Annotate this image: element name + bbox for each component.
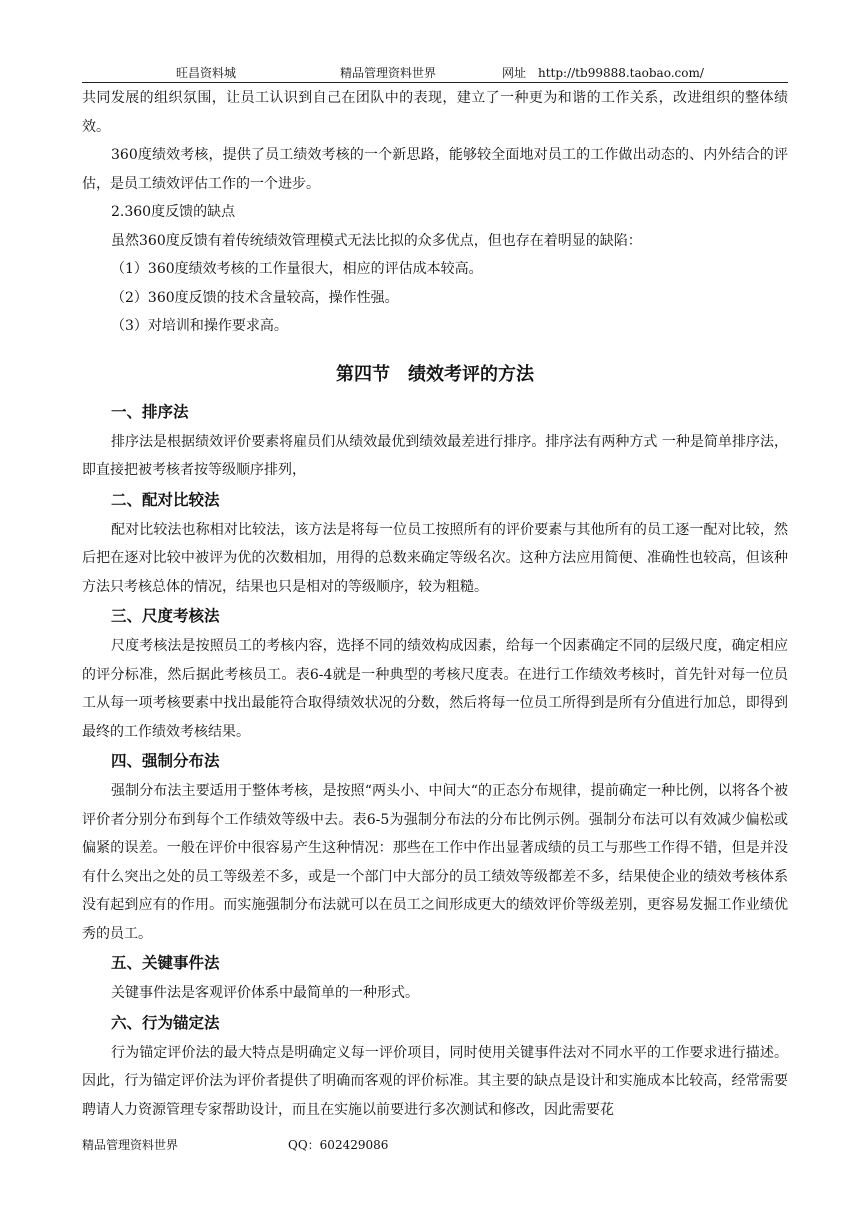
list-item: （2）360度反馈的技术含量较高，操作性强。 (111, 289, 399, 306)
subsection-body: 尺度考核法是按照员工的考核内容，选择不同的绩效构成因素，给每一个因素确定不同的层级尺度，确定相应的评分标准，然后据此考核员工。表6-4就是一种典型的考核尺度表。在进行工作绩效考核时，首先针对每一位员工从每一项考核要素中找出最能符合取得绩效状况的分数，然后将每一位员工所得到是所有分值进行加总，即得到最终的工作绩效考核结果。 (82, 638, 788, 740)
subheading-drawbacks: 2.360度反馈的缺点 (111, 204, 236, 220)
subsection-body: 强制分布法主要适用于整体考核，是按照“两头小、中间大“的正态分布规律，提前确定一种比例，以将各个被评价者分别分布到每个工作绩效等级中去。表6-5为强制分布法的分布比例示例。强制分布法可以有效减少偏松或偏紧的误差。一般在评价中很容易产生这种情况：那些在工作中作出显著成绩的员工与那些工作得不错，但是并没有什么突出之处的员工等级差不多，或是一个部门中大部分的员工绩效等级都差不多，结果使企业的绩效考核体系没有起到应有的作用。而实施强制分布法就可以在员工之间形成更大的绩效评价等级差别，更容易发掘工作业绩优秀的员工。 (82, 783, 788, 942)
subsection-title: 五、关键事件法 (111, 954, 220, 972)
subsection-title: 三、尺度考核法 (111, 607, 220, 625)
list-item: （3）对培训和操作要求高。 (111, 318, 288, 334)
paragraph: 虽然360度反馈有着传统绩效管理模式无法比拟的众多优点，但也存在着明显的缺陷： (111, 232, 642, 249)
subsection-body: 配对比较法也称相对比较法，该方法是将每一位员工按照所有的评价要素与其他所有的员工逐一配对比较，然后把在逐对比较中被评为优的次数相加，用得的总数来确定等级名次。这种方法应用简便、准确性也较高，但该种方法只考核总体的情况，结果也只是相对的等级顺序，较为粗糙。 (82, 521, 788, 595)
page-header (82, 62, 788, 83)
section-title: 第四节 绩效考评的方法 (336, 363, 534, 385)
subsection-body: 关键事件法是客观评价体系中最简单的一种形式。 (111, 985, 419, 1001)
subsection-title: 二、配对比较法 (111, 490, 220, 509)
header-world-name: 精品管理资料世界 (340, 66, 437, 80)
subsection-title: 六、行为锚定法 (111, 1013, 220, 1032)
header-url: 网址 http://tb99888.taobao.com/ (502, 66, 704, 80)
footer-qq: QQ：602429086 (288, 1138, 389, 1152)
list-item: （1）360度绩效考核的工作量很大，相应的评估成本较高。 (111, 261, 483, 277)
subsection-body: 排序法是根据绩效评价要素将雇员们从绩效最优到绩效最差进行排序。排序法有两种方式 一种是简单排序法，即直接把被考核者按等级顺序排列， (82, 433, 788, 478)
paragraph-continuation: 共同发展的组织氛围，让员工认识到自己在团队中的表现，建立了一种更为和谐的工作关系，改进组织的整体绩效。 (82, 90, 788, 135)
subsection-title: 四、强制分布法 (111, 752, 220, 770)
paragraph: 360度绩效考核，提供了员工绩效考核的一个新思路，能够较全面地对员工的工作做出动态的、内外结合的评估，是员工绩效评估工作的一个进步。 (82, 147, 788, 192)
subsection-body: 行为锚定评价法的最大特点是明确定义每一评价项目，同时使用关键事件法对不同水平的工作要求进行描述。因此，行为锚定评价法为评价者提供了明确而客观的评价标准。其主要的缺点是设计和实施成本比较高，经常需要聘请人力资源管理专家帮助设计，而且在实施以前要进行多次测试和修改，因此需要花 (82, 1044, 788, 1118)
document-body (82, 84, 788, 1124)
header-site-name: 旺昌资料城 (176, 66, 237, 80)
subsection-title: 一、排序法 (111, 402, 189, 421)
footer-world-name: 精品管理资料世界 (82, 1138, 179, 1152)
